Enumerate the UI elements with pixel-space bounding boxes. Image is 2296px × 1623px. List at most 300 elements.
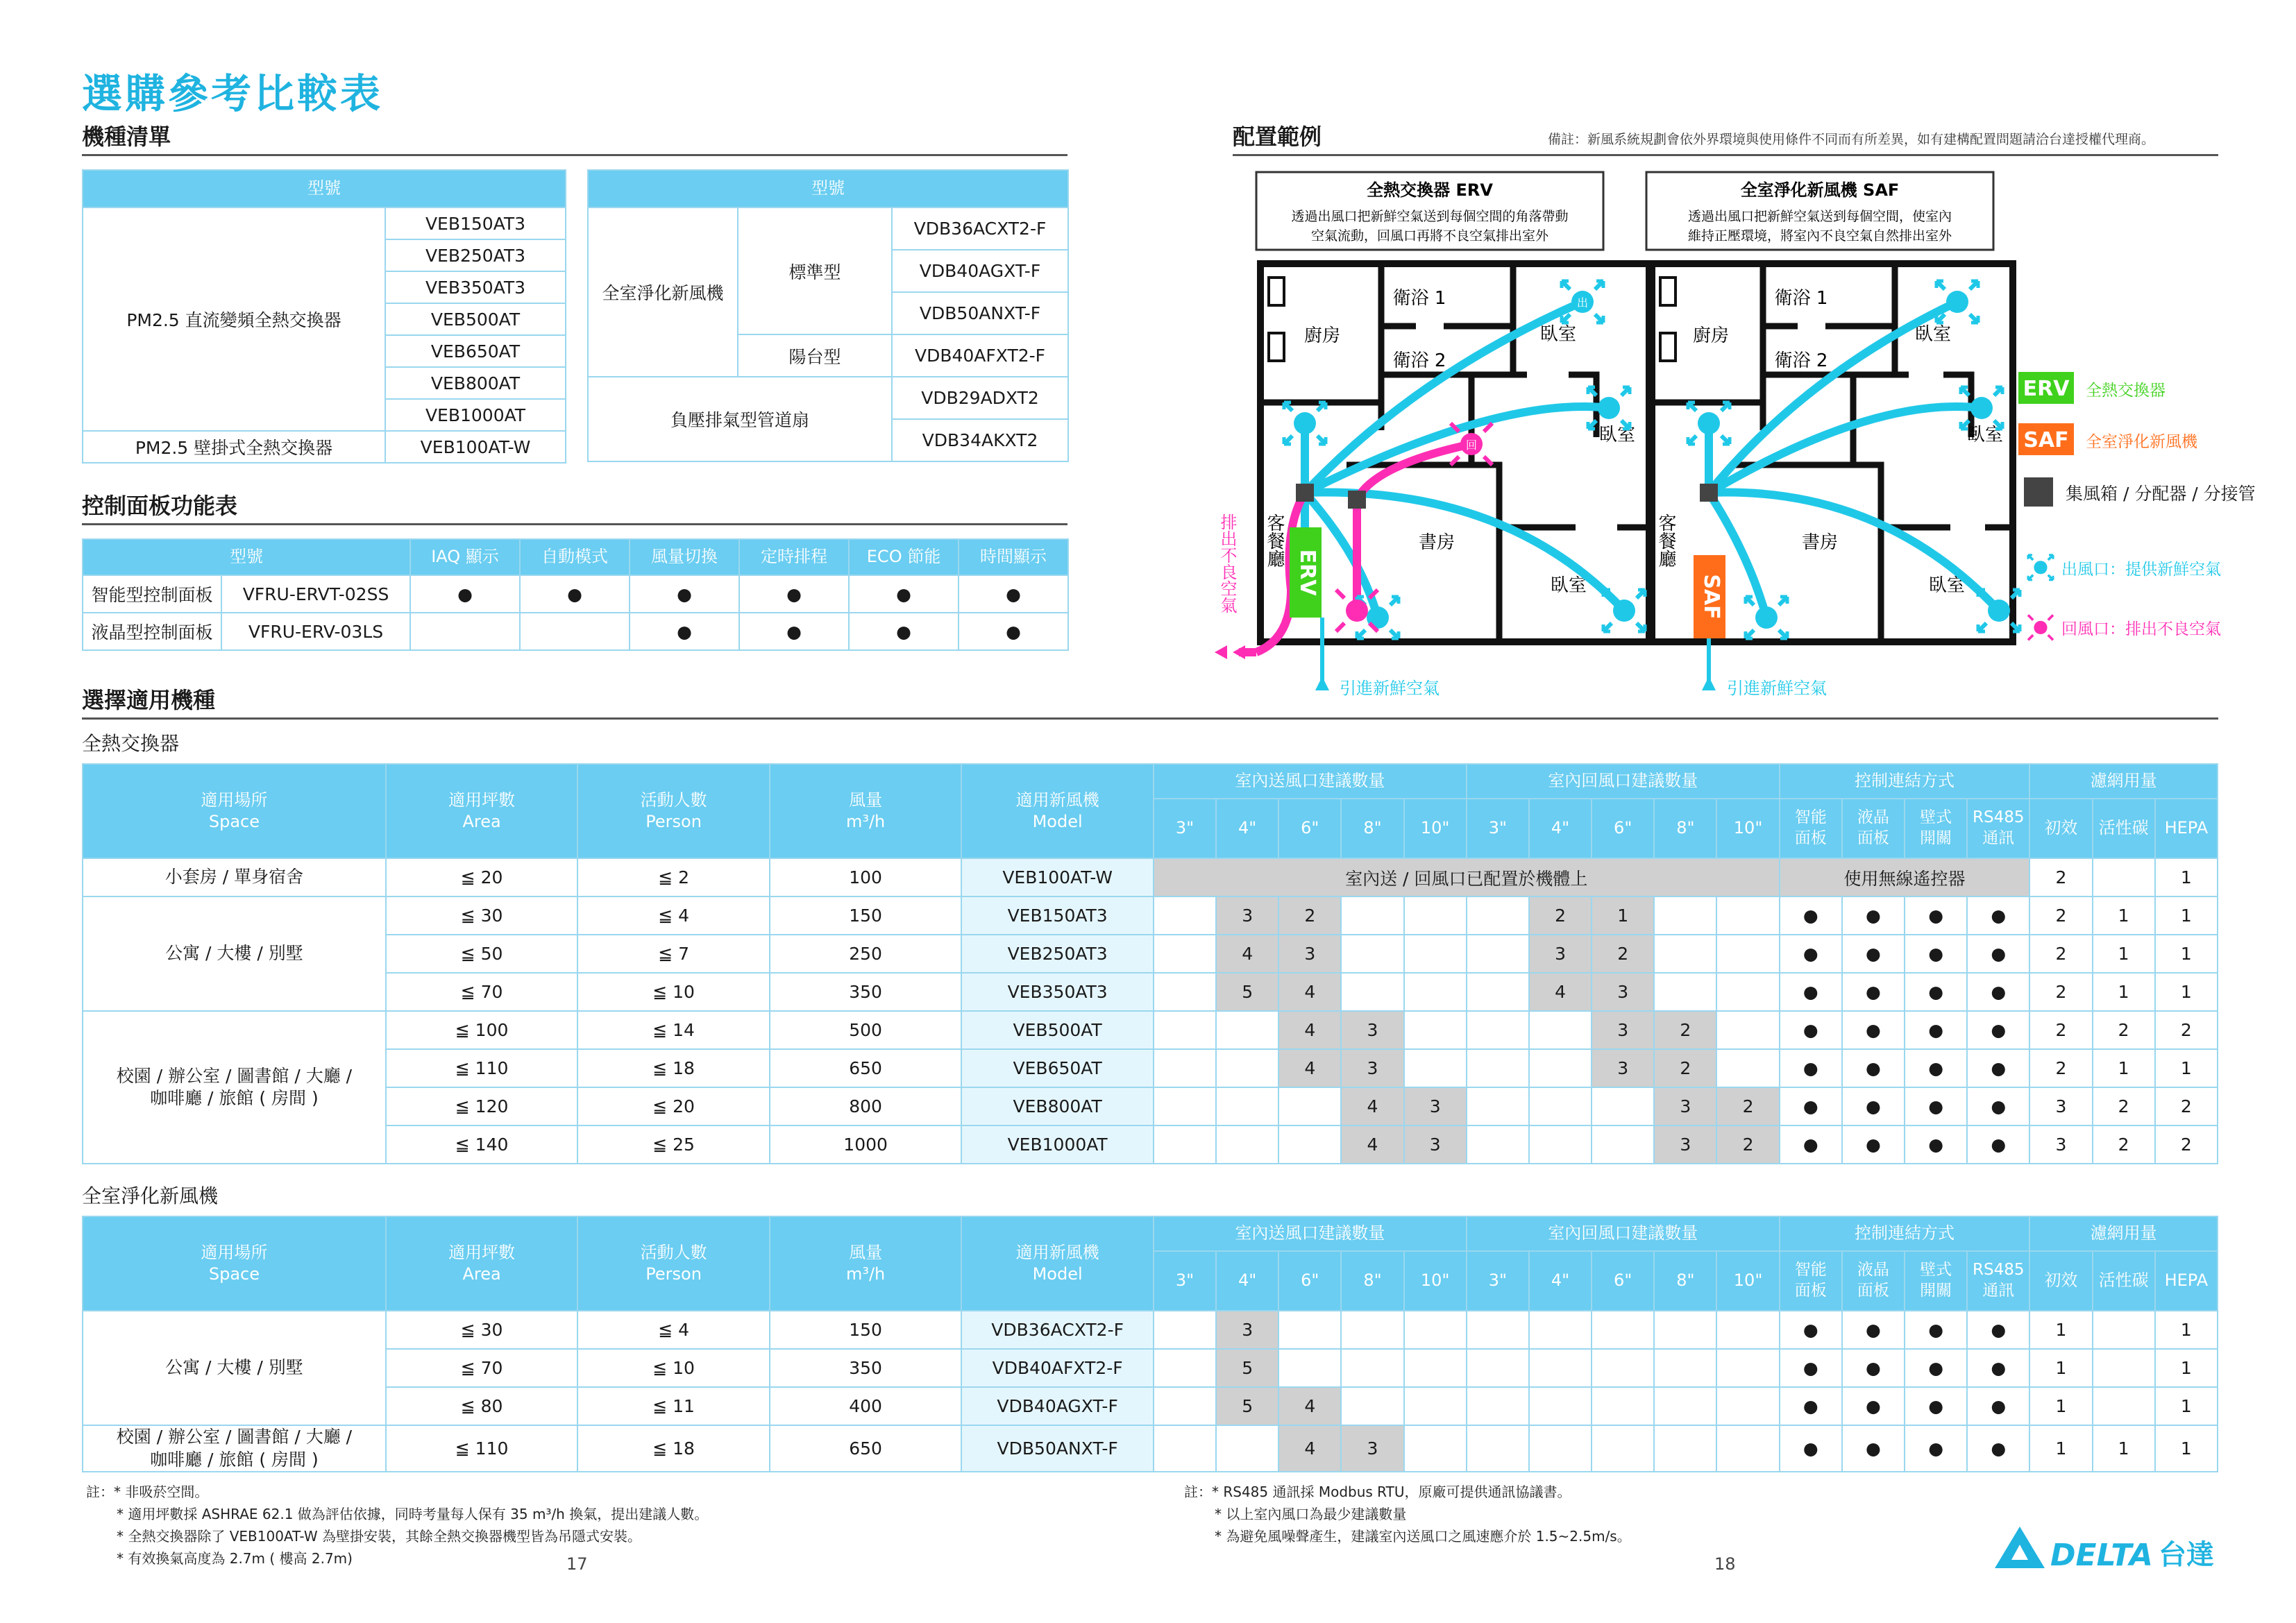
filter-cell: [2093, 858, 2155, 897]
hdr-size: 6": [1592, 1251, 1654, 1311]
area-cell: ≦ 110: [386, 1425, 578, 1472]
return-cell: [1716, 1011, 1779, 1049]
control-mark: ●: [1780, 935, 1842, 973]
supply-cell: [1404, 1011, 1467, 1049]
panel-table: [82, 538, 1069, 651]
supply-cell: [1216, 1011, 1278, 1049]
control-mark: ●: [1967, 897, 2029, 935]
return-cell: [1716, 1049, 1779, 1087]
feature-mark: ●: [959, 613, 1068, 650]
model-cell: VDB34AKXT2: [892, 419, 1068, 461]
supply-cell: 3: [1341, 1049, 1403, 1087]
filter-cell: 1: [2155, 1311, 2218, 1349]
filter-cell: 1: [2155, 935, 2218, 973]
space-cell: 校園 / 辦公室 / 圖書館 / 大廳 / 咖啡廳 / 旅館 ( 房間 ): [83, 1425, 386, 1472]
return-mark: 回: [1465, 439, 1478, 452]
control-mark: ●: [1842, 1049, 1905, 1087]
hdr-person: 活動人數 Person: [577, 764, 770, 858]
filter-cell: 2: [2029, 858, 2092, 897]
hdr-flow: 風量 m³/h: [770, 764, 962, 858]
note-line: * 以上室內風口為最少建議數量: [1215, 1506, 1407, 1522]
return-cell: [1467, 1049, 1529, 1087]
table-row: [83, 1425, 2218, 1472]
legend-saf-tag: SAF: [2023, 428, 2069, 452]
return-cell: [1529, 1011, 1592, 1049]
control-mark: ●: [1967, 1425, 2029, 1472]
supply-cell: 5: [1216, 973, 1278, 1011]
erv-model-header: 型號: [83, 170, 566, 207]
erv-select-heading: 全熱交換器: [82, 732, 180, 755]
return-cell: [1592, 1125, 1654, 1164]
supply-cell: 3: [1216, 1311, 1278, 1349]
layout-note: 備註：新風系統規劃會依外界環境與使用條件不同而有所差異，如有建構配置問題請洽台達授權代理商。: [1548, 132, 2155, 147]
table-row: [83, 1387, 2218, 1425]
saf-select-heading: 全室淨化新風機: [82, 1184, 219, 1207]
hdr-size: 3": [1467, 1251, 1529, 1311]
flow-cell: 650: [770, 1425, 962, 1472]
erv-unit-tag: ERV: [1295, 549, 1319, 596]
supply-cell: [1154, 1349, 1216, 1387]
note-line: * 非吸菸空間。: [114, 1484, 209, 1500]
hdr-size: 3": [1154, 799, 1216, 858]
control-mark: ●: [1842, 1125, 1905, 1164]
erv-desc-line1: 透過出風口把新鮮空氣送到每個空間的角落帶動: [1291, 209, 1569, 224]
model-cell: VEB650AT: [385, 335, 566, 367]
supply-cell: [1278, 1125, 1341, 1164]
table-row: [83, 858, 2218, 897]
return-cell: [1654, 1387, 1716, 1425]
table-row: [83, 1011, 2218, 1049]
supply-cell: [1154, 1087, 1216, 1125]
hdr-ctl: 液晶 面板: [1842, 1251, 1905, 1311]
hdr-size: 10": [1716, 1251, 1779, 1311]
flow-cell: 150: [770, 897, 962, 935]
saf-floorplan: [1652, 264, 2020, 698]
control-mark: ●: [1967, 1349, 2029, 1387]
control-mark: ●: [1967, 935, 2029, 973]
model-cell: VDB40AFXT2-F: [961, 1349, 1154, 1387]
hdr-area: 適用坪數 Area: [386, 1216, 578, 1311]
model-cell: VEB100AT-W: [961, 858, 1154, 897]
filter-cell: 2: [2029, 897, 2092, 935]
room-bath2: 衛浴 2: [1774, 350, 1828, 371]
area-cell: ≦ 70: [386, 973, 578, 1011]
hdr-flt: HEPA: [2155, 799, 2218, 858]
control-mark: ●: [1780, 1049, 1842, 1087]
return-cell: [1529, 1311, 1592, 1349]
filter-cell: 1: [2155, 1425, 2218, 1472]
hdr-filter: 濾網用量: [2029, 1216, 2218, 1251]
room-bedroom-1: 臥室: [1914, 324, 1952, 345]
filter-cell: 1: [2029, 1349, 2092, 1387]
feature-mark: ●: [630, 613, 739, 650]
return-cell: 3: [1529, 935, 1592, 973]
supply-cell: [1154, 973, 1216, 1011]
person-cell: ≦ 20: [577, 1087, 770, 1125]
return-cell: [1654, 973, 1716, 1011]
hdr-control: 控制連結方式: [1780, 1216, 2030, 1251]
flow-cell: 350: [770, 973, 962, 1011]
table-row: [83, 897, 2218, 935]
return-cell: 3: [1592, 1011, 1654, 1049]
model-cell: VEB250AT3: [385, 239, 566, 271]
model-cell: VEB150AT3: [961, 897, 1154, 935]
filter-cell: 1: [2155, 1049, 2218, 1087]
control-mark: ●: [1842, 1387, 1905, 1425]
return-cell: [1654, 897, 1716, 935]
supply-cell: [1404, 1311, 1467, 1349]
area-cell: ≦ 50: [386, 935, 578, 973]
person-cell: ≦ 10: [577, 973, 770, 1011]
flow-cell: 1000: [770, 1125, 962, 1164]
return-cell: 2: [1654, 1011, 1716, 1049]
hdr-area: 適用坪數 Area: [386, 764, 578, 858]
person-cell: ≦ 4: [577, 1311, 770, 1349]
return-cell: [1529, 1425, 1592, 1472]
return-cell: 2: [1592, 935, 1654, 973]
person-cell: ≦ 4: [577, 897, 770, 935]
space-cell: 小套房 / 單身宿舍: [83, 858, 386, 897]
supply-cell: [1404, 1425, 1467, 1472]
note-line: * RS485 通訊採 Modbus RTU，原廠可提供通訊協議書。: [1212, 1484, 1571, 1500]
model-cell: VDB36ACXT2-F: [961, 1311, 1154, 1349]
feature-mark: [520, 613, 630, 650]
feature-mark: ●: [739, 575, 849, 613]
return-cell: 2: [1716, 1087, 1779, 1125]
supply-cell: [1216, 1087, 1278, 1125]
logo-cn: 台達: [2159, 1539, 2214, 1571]
return-cell: 2: [1654, 1049, 1716, 1087]
control-mark: ●: [1780, 973, 1842, 1011]
return-cell: [1716, 973, 1779, 1011]
supply-cell: 3: [1278, 935, 1341, 973]
hdr-size: 4": [1216, 799, 1278, 858]
panel-divider: [82, 523, 1067, 525]
control-mark: ●: [1842, 1349, 1905, 1387]
feature-mark: ●: [849, 613, 959, 650]
supply-cell: [1278, 1087, 1341, 1125]
return-cell: [1716, 897, 1779, 935]
outlet-mark: 出: [1576, 296, 1589, 309]
return-cell: [1467, 1125, 1529, 1164]
legend-outlet-icon: [2028, 555, 2053, 580]
model-cell: VEB800AT: [385, 367, 566, 399]
notes-left-prefix: 註：: [86, 1484, 114, 1500]
select-divider: [82, 717, 2218, 720]
saf-unit-tag: SAF: [1699, 574, 1723, 620]
supply-cell: [1154, 1425, 1216, 1472]
room-study: 書房: [1418, 532, 1455, 553]
control-mark: ●: [1905, 897, 1967, 935]
model-cell: VEB350AT3: [961, 973, 1154, 1011]
hdr-person: 活動人數 Person: [577, 1216, 770, 1311]
model-list-divider: [82, 154, 1067, 156]
filter-cell: [2093, 1387, 2155, 1425]
control-mark: ●: [1905, 1011, 1967, 1049]
erv-floorplan: [1215, 264, 1649, 698]
hdr-space: 適用場所 Space: [83, 764, 386, 858]
control-mark: ●: [1842, 1011, 1905, 1049]
erv-wall-label: PM2.5 壁掛式全熱交換器: [83, 431, 385, 463]
model-cell: VEB350AT3: [385, 271, 566, 303]
supply-cell: [1216, 1049, 1278, 1087]
person-cell: ≦ 2: [577, 858, 770, 897]
return-cell: [1716, 935, 1779, 973]
return-cell: [1592, 1425, 1654, 1472]
supply-cell: 4: [1341, 1087, 1403, 1125]
supply-cell: [1216, 1125, 1278, 1164]
control-mark: ●: [1905, 1349, 1967, 1387]
filter-cell: 3: [2029, 1087, 2092, 1125]
filter-cell: 1: [2155, 1349, 2218, 1387]
panel-header: 時間顯示: [959, 539, 1068, 575]
model-cell: VDB50ANXT-F: [961, 1425, 1154, 1472]
space-cell: 公寓 / 大樓 / 別墅: [83, 1311, 386, 1425]
flow-cell: 100: [770, 858, 962, 897]
control-mark: ●: [1905, 1387, 1967, 1425]
hdr-supply: 室內送風口建議數量: [1154, 1216, 1467, 1251]
legend-erv-tag: ERV: [2023, 377, 2070, 401]
filter-cell: 1: [2029, 1311, 2092, 1349]
return-cell: [1716, 1349, 1779, 1387]
panel-header: ECO 節能: [849, 539, 959, 575]
legend-saf-text: 全室淨化新風機: [2086, 433, 2197, 451]
return-cell: 3: [1592, 973, 1654, 1011]
supply-cell: 3: [1341, 1011, 1403, 1049]
filter-cell: [2093, 1349, 2155, 1387]
control-mark: ●: [1842, 1311, 1905, 1349]
feature-mark: ●: [739, 613, 849, 650]
control-mark: ●: [1780, 1011, 1842, 1049]
legend-box-text: 集風箱 / 分配器 / 分接管: [2066, 484, 2256, 504]
control-mark: ●: [1967, 1387, 2029, 1425]
room-bath2: 衛浴 2: [1392, 350, 1446, 371]
panel-header: 風量切換: [630, 539, 739, 575]
return-cell: [1654, 935, 1716, 973]
model-cell: VEB1000AT: [385, 399, 566, 431]
return-cell: [1467, 1349, 1529, 1387]
saf-desc-line1: 透過出風口把新鮮空氣送到每個空間，使室內: [1687, 209, 1952, 224]
person-cell: ≦ 18: [577, 1049, 770, 1087]
room-bedroom-2: 臥室: [1598, 425, 1636, 445]
panel-name: 液晶型控制面板: [83, 613, 221, 650]
saf-select-table: [82, 1216, 2218, 1472]
supply-cell: [1154, 1387, 1216, 1425]
control-mark: ●: [1905, 1311, 1967, 1349]
supply-cell: [1404, 897, 1467, 935]
saf-desc-line2: 維持正壓環境，將室內不良空氣自然排出室外: [1687, 228, 1952, 244]
table-row: [83, 1349, 2218, 1387]
filter-cell: 1: [2093, 1049, 2155, 1087]
return-cell: [1529, 1087, 1592, 1125]
filter-cell: 2: [2155, 1011, 2218, 1049]
merged-ctl-cell: 使用無線遙控器: [1780, 858, 2030, 897]
return-cell: 4: [1529, 973, 1592, 1011]
filter-cell: 1: [2093, 973, 2155, 1011]
return-cell: [1529, 1349, 1592, 1387]
model-cell: VEB250AT3: [961, 935, 1154, 973]
supply-cell: 2: [1278, 897, 1341, 935]
flow-cell: 650: [770, 1049, 962, 1087]
room-living: 客餐廳: [1264, 513, 1285, 568]
panel-name: 智能型控制面板: [83, 575, 221, 613]
panel-header: 自動模式: [520, 539, 630, 575]
panel-model: VFRU-ERVT-02SS: [221, 575, 410, 613]
legend-erv-text: 全熱交換器: [2086, 382, 2166, 400]
return-cell: [1467, 897, 1529, 935]
model-cell: VEB1000AT: [961, 1125, 1154, 1164]
supply-cell: [1154, 935, 1216, 973]
model-cell: VEB500AT: [961, 1011, 1154, 1049]
saf-label: 全室淨化新風機: [588, 207, 738, 377]
hdr-control: 控制連結方式: [1780, 764, 2030, 799]
filter-cell: 2: [2029, 1011, 2092, 1049]
notes-right: [1184, 1481, 1631, 1547]
filter-cell: 1: [2155, 1387, 2218, 1425]
supply-cell: [1154, 1311, 1216, 1349]
supply-cell: [1341, 1387, 1403, 1425]
supply-cell: 5: [1216, 1387, 1278, 1425]
room-bath1: 衛浴 1: [1392, 288, 1446, 309]
person-cell: ≦ 18: [577, 1425, 770, 1472]
panel-heading: 控制面板功能表: [82, 493, 238, 519]
room-study: 書房: [1801, 532, 1839, 553]
return-cell: [1654, 1311, 1716, 1349]
return-cell: [1467, 1387, 1529, 1425]
hdr-size: 6": [1278, 799, 1341, 858]
return-cell: [1716, 1387, 1779, 1425]
area-cell: ≦ 120: [386, 1087, 578, 1125]
control-mark: ●: [1842, 1425, 1905, 1472]
hdr-flt: 活性碳: [2093, 799, 2155, 858]
hdr-flt: 活性碳: [2093, 1251, 2155, 1311]
feature-mark: [410, 613, 520, 650]
return-cell: [1716, 1425, 1779, 1472]
supply-cell: [1341, 935, 1403, 973]
logo-text: DELTA: [2050, 1538, 2153, 1572]
delta-logo-mark: [1992, 1524, 2214, 1572]
supply-cell: [1154, 1125, 1216, 1164]
model-list-heading: 機種清單: [82, 124, 171, 150]
flow-cell: 800: [770, 1087, 962, 1125]
space-cell: 公寓 / 大樓 / 別墅: [83, 897, 386, 1011]
control-mark: ●: [1967, 1087, 2029, 1125]
notes-left: [86, 1481, 708, 1570]
hdr-flt: 初效: [2029, 1251, 2092, 1311]
control-mark: ●: [1780, 1125, 1842, 1164]
flow-cell: 500: [770, 1011, 962, 1049]
supply-cell: [1404, 935, 1467, 973]
control-mark: ●: [1967, 1049, 2029, 1087]
person-cell: ≦ 25: [577, 1125, 770, 1164]
feature-mark: ●: [520, 575, 630, 613]
return-cell: [1467, 1311, 1529, 1349]
control-mark: ●: [1905, 1087, 1967, 1125]
filter-cell: 2: [2093, 1125, 2155, 1164]
model-cell: VEB150AT3: [385, 207, 566, 239]
erv-select-table: [82, 763, 2218, 1164]
filter-cell: 2: [2093, 1087, 2155, 1125]
return-cell: 1: [1592, 897, 1654, 935]
filter-cell: 1: [2029, 1387, 2092, 1425]
filter-cell: [2093, 1311, 2155, 1349]
note-line: * 適用坪數採 ASHRAE 62.1 做為評估依據，同時考量每人保有 35 m³/h 換氣，提出建議人數。: [117, 1506, 709, 1522]
flow-cell: 350: [770, 1349, 962, 1387]
hdr-model: 適用新風機 Model: [961, 764, 1154, 858]
erv-desc-title: 全熱交換器 ERV: [1367, 180, 1493, 200]
saf-balcony-label: 陽台型: [738, 334, 892, 377]
hdr-size: 3": [1154, 1251, 1216, 1311]
hdr-size: 10": [1404, 1251, 1467, 1311]
filter-cell: 2: [2029, 973, 2092, 1011]
control-mark: ●: [1967, 1011, 2029, 1049]
legend-outlet-text: 出風口：提供新鮮空氣: [2061, 561, 2221, 579]
hdr-model: 適用新風機 Model: [961, 1216, 1154, 1311]
room-bedroom-3: 臥室: [1928, 575, 1966, 596]
feature-mark: ●: [959, 575, 1068, 613]
panel-header: IAQ 顯示: [410, 539, 520, 575]
control-mark: ●: [1967, 973, 2029, 1011]
hdr-ctl: 智能 面板: [1780, 799, 1842, 858]
hdr-size: 8": [1341, 1251, 1403, 1311]
model-cell: VDB29ADXT2: [892, 377, 1068, 419]
return-cell: [1529, 1125, 1592, 1164]
filter-cell: 2: [2029, 1049, 2092, 1087]
saf-model-table: [587, 169, 1069, 462]
supply-cell: [1341, 897, 1403, 935]
supply-cell: 3: [1404, 1125, 1467, 1164]
feature-mark: ●: [630, 575, 739, 613]
hdr-size: 6": [1278, 1251, 1341, 1311]
hdr-size: 4": [1216, 1251, 1278, 1311]
control-mark: ●: [1780, 1349, 1842, 1387]
table-row: [83, 1049, 2218, 1087]
erv-intake-label: 引進新鮮空氣: [1340, 679, 1440, 698]
merged-ports-cell: 室內送 / 回風口已配置於機體上: [1154, 858, 1780, 897]
feature-mark: ●: [849, 575, 959, 613]
supply-cell: [1404, 1387, 1467, 1425]
filter-cell: 1: [2093, 897, 2155, 935]
return-cell: [1467, 973, 1529, 1011]
table-row: [83, 1087, 2218, 1125]
control-mark: ●: [1780, 1087, 1842, 1125]
hdr-size: 8": [1341, 799, 1403, 858]
return-cell: [1716, 1311, 1779, 1349]
person-cell: ≦ 14: [577, 1011, 770, 1049]
delta-logo: [1992, 1524, 2214, 1572]
page-number-right: 18: [1714, 1554, 1736, 1574]
model-cell: VDB36ACXT2-F: [892, 207, 1068, 250]
filter-cell: 1: [2093, 1425, 2155, 1472]
hdr-return: 室內回風口建議數量: [1467, 764, 1780, 799]
area-cell: ≦ 30: [386, 1311, 578, 1349]
hdr-size: 10": [1716, 799, 1779, 858]
person-cell: ≦ 7: [577, 935, 770, 973]
return-cell: [1592, 1349, 1654, 1387]
room-living: 客餐廳: [1655, 513, 1676, 568]
model-cell: VEB100AT-W: [385, 431, 566, 463]
filter-cell: 2: [2093, 1011, 2155, 1049]
control-mark: ●: [1842, 897, 1905, 935]
saf-intake-label: 引進新鮮空氣: [1727, 679, 1827, 698]
return-cell: [1654, 1425, 1716, 1472]
hdr-flow: 風量 m³/h: [770, 1216, 962, 1311]
return-cell: [1654, 1349, 1716, 1387]
supply-cell: [1341, 1311, 1403, 1349]
supply-cell: [1404, 973, 1467, 1011]
table-row: [83, 935, 2218, 973]
supply-cell: [1154, 1049, 1216, 1087]
